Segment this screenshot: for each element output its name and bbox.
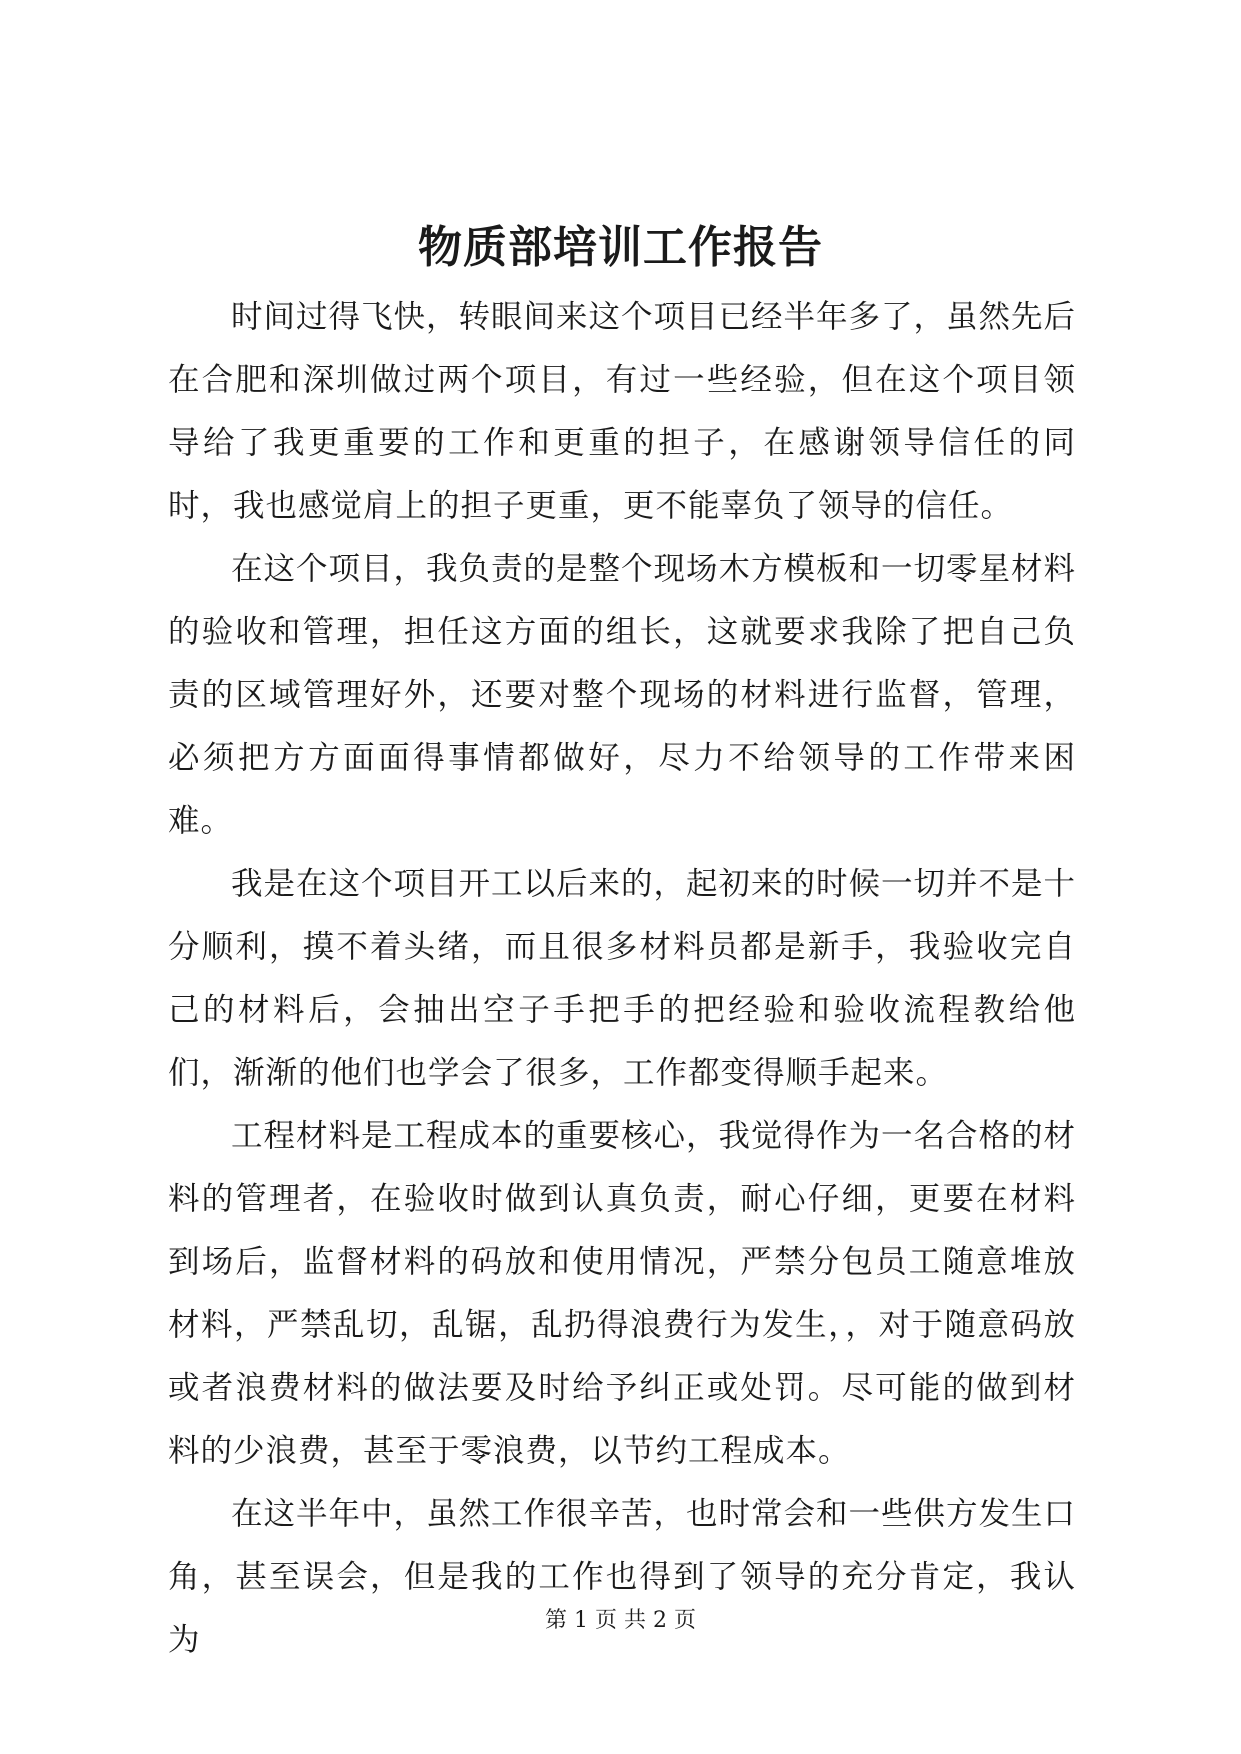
paragraph: 在这半年中，虽然工作很辛苦，也时常会和一些供方发生口角，甚至误会，但是我的工作也得到了领导的充分肯定，我认为 [168,1496,1077,1658]
paragraph: 时间过得飞快，转眼间来这个项目已经半年多了，虽然先后在合肥和深圳做过两个项目，有过一些经验，但在这个项目领导给了我更重要的工作和更重的担子，在感谢领导信任的同时，我也感觉肩上的担子更重，更不能辜负了领导的信任。 [168,299,1077,524]
page-footer [0,1606,1241,1636]
document-title: 物质部培训工作报告 [418,222,823,273]
paragraph: 在这个项目，我负责的是整个现场木方模板和一切零星材料的验收和管理，担任这方面的组长，这就要求我除了把自己负责的区域管理好外，还要对整个现场的材料进行监督，管理，必须把方方面面得事情都做好，尽力不给领导的工作带来困难。 [168,551,1077,839]
page-number-label: 第 1 页 共 2 页 [545,1608,696,1633]
paragraph: 工程材料是工程成本的重要核心，我觉得作为一名合格的材料的管理者，在验收时做到认真负责，耐心仔细，更要在材料到场后，监督材料的码放和使用情况，严禁分包员工随意堆放材料，严禁乱切，乱锯，乱扔得浪费行为发生，，对于随意码放或者浪费材料的做法要及时给予纠正或处罚。尽可能的做到材料的少浪费，甚至于零浪费，以节约工程成本。 [168,1118,1077,1469]
paragraph: 我是在这个项目开工以后来的，起初来的时候一切并不是十分顺利，摸不着头绪，而且很多材料员都是新手，我验收完自己的材料后，会抽出空子手把手的把经验和验收流程教给他们，渐渐的他们也学会了很多，工作都变得顺手起来。 [168,866,1077,1091]
document-body [168,286,1076,1672]
